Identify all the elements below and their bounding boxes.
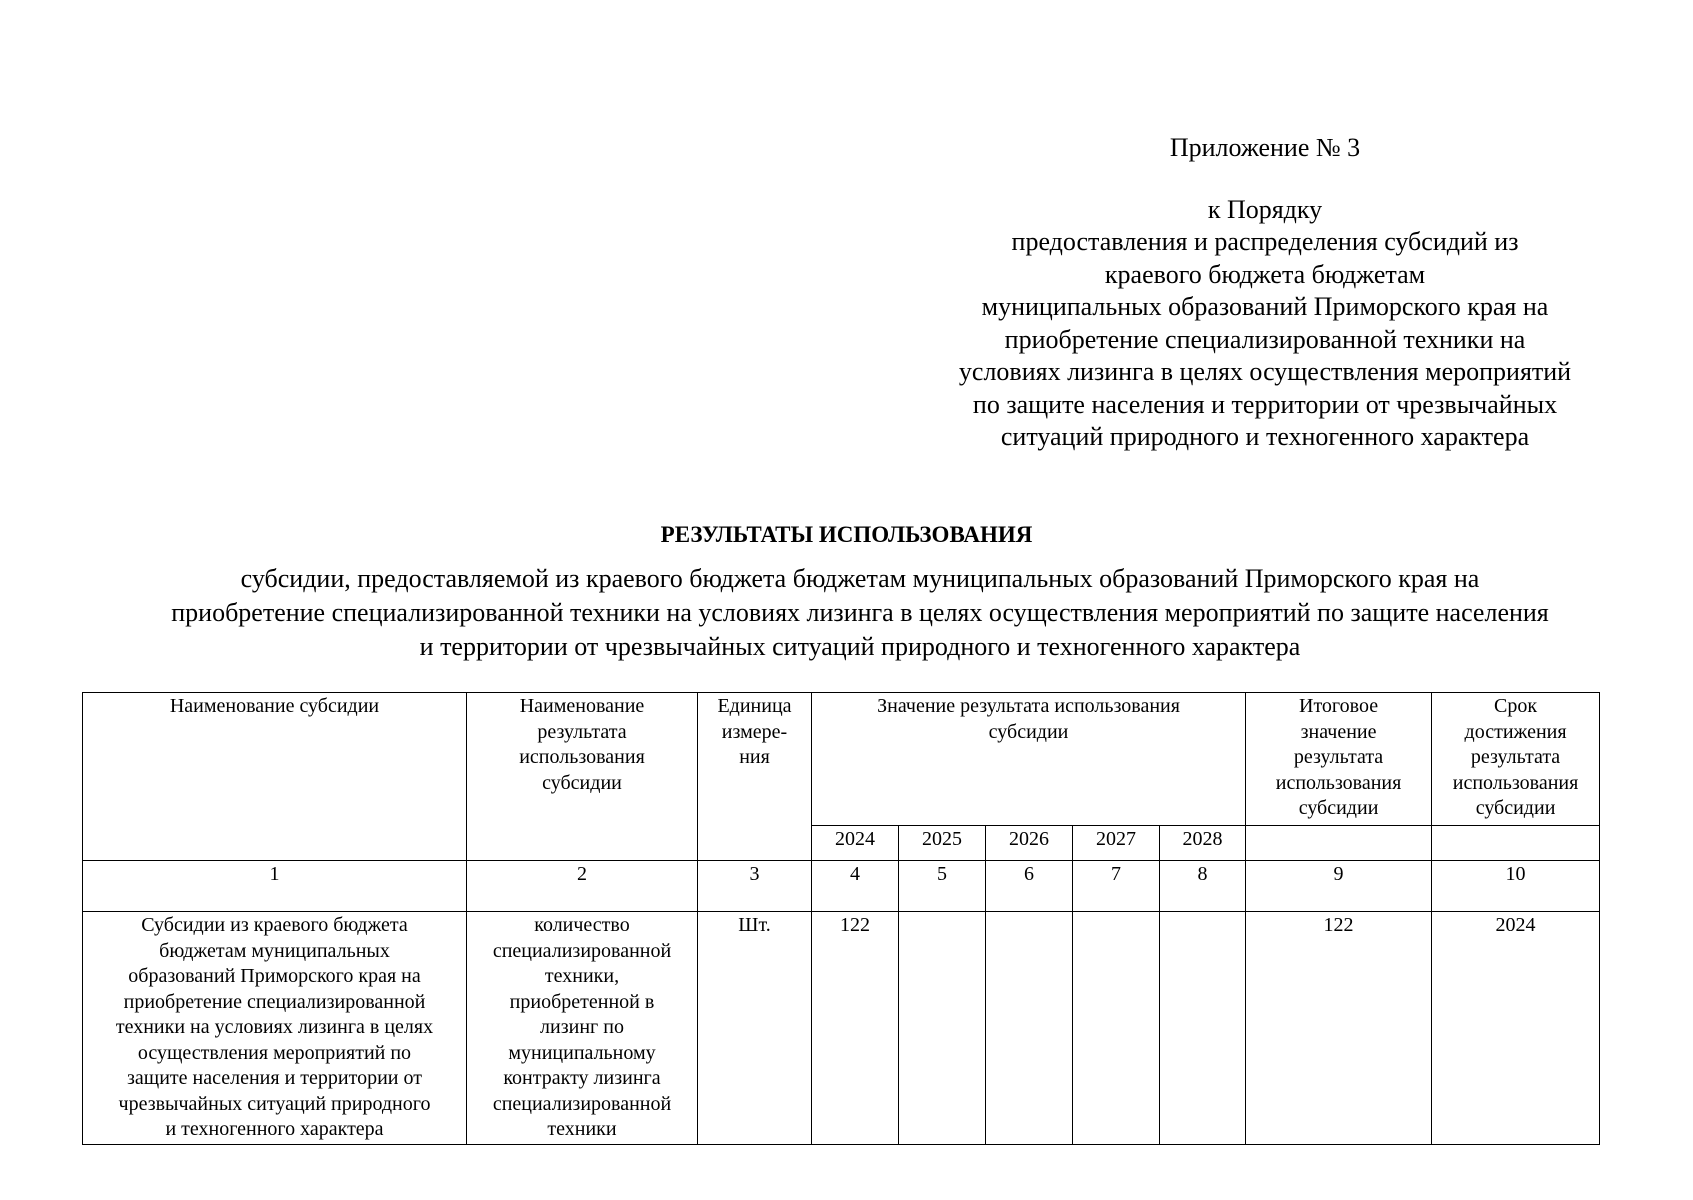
row-subsidy-name: Субсидии из краевого бюджета бюджетам муниципальных образований Приморского края на приобретение специализированной техники на условиях лизинга в целях осуществления мероприятий по защите населения и территории от чрезвычайных ситуаций природного и техногенного характера [83,912,467,1145]
column-number: 5 [899,861,986,912]
year-cell: 2027 [1073,826,1160,861]
row-value-2028 [1160,912,1246,1145]
row-value-2024: 122 [812,912,899,1145]
header-result-name: Наименование результата использования субсидии [467,693,698,861]
row-deadline: 2024 [1432,912,1600,1145]
column-number: 3 [698,861,812,912]
document-title: РЕЗУЛЬТАТЫ ИСПОЛЬЗОВАНИЯ [660,522,1033,547]
year-cell: 2026 [986,826,1073,861]
column-number: 2 [467,861,698,912]
row-result-name: количество специализированной техники, приобретенной в лизинг по муниципальному контракту лизинга специализированной техники [467,912,698,1145]
table-row [83,912,1600,1145]
empty-cell [1432,826,1600,861]
column-number: 4 [812,861,899,912]
column-number: 6 [986,861,1073,912]
document-subtitle [60,562,1660,664]
empty-cell [1246,826,1432,861]
header-deadline: Срок достижения результата использования субсидии [1432,693,1600,826]
header-result-value: Значение результата использования субсидии [812,693,1246,826]
subtitle-line: и территории от чрезвычайных ситуаций природного и техногенного характера [419,632,1301,661]
appendix-line: по защите населения и территории от чрезвычайных [972,389,1558,419]
appendix-line: условиях лизинга в целях осуществления мероприятий [958,357,1572,386]
header-subsidy-name: Наименование субсидии [83,693,467,861]
appendix-line: предоставления и распределения субсидий из [1011,227,1519,256]
appendix-line: краевого бюджета бюджетам [1104,259,1426,289]
table-header-row [83,693,1600,826]
appendix-header [900,132,1630,454]
column-number: 8 [1160,861,1246,912]
row-value-2025 [899,912,986,1145]
column-number: 7 [1073,861,1160,912]
appendix-line: приобретение специализированной техники на [1004,324,1526,354]
row-value-2027 [1073,912,1160,1145]
appendix-line: муниципальных образований Приморского края на [981,292,1549,321]
year-cell: 2028 [1160,826,1246,861]
header-final-value: Итоговое значение результата использования субсидии [1246,693,1432,826]
appendix-line: ситуаций природного и техногенного характера [1000,422,1530,451]
row-value-2026 [986,912,1073,1145]
subtitle-line: субсидии, предоставляемой из краевого бюджета бюджетам муниципальных образований Приморского края на [240,564,1480,593]
appendix-line: к Порядку [1207,194,1323,224]
subtitle-line: приобретение специализированной техники на условиях лизинга в целях осуществления мероприятий по защите населения [171,598,1549,627]
year-cell: 2024 [812,826,899,861]
column-number: 9 [1246,861,1432,912]
row-final-value: 122 [1246,912,1432,1145]
row-unit: Шт. [698,912,812,1145]
year-cell: 2025 [899,826,986,861]
results-table [82,692,1600,1145]
column-number: 10 [1432,861,1600,912]
column-number: 1 [83,861,467,912]
appendix-number: Приложение № 3 [1169,133,1361,162]
column-number-row [83,861,1600,912]
header-unit: Единица измере- ния [698,693,812,861]
